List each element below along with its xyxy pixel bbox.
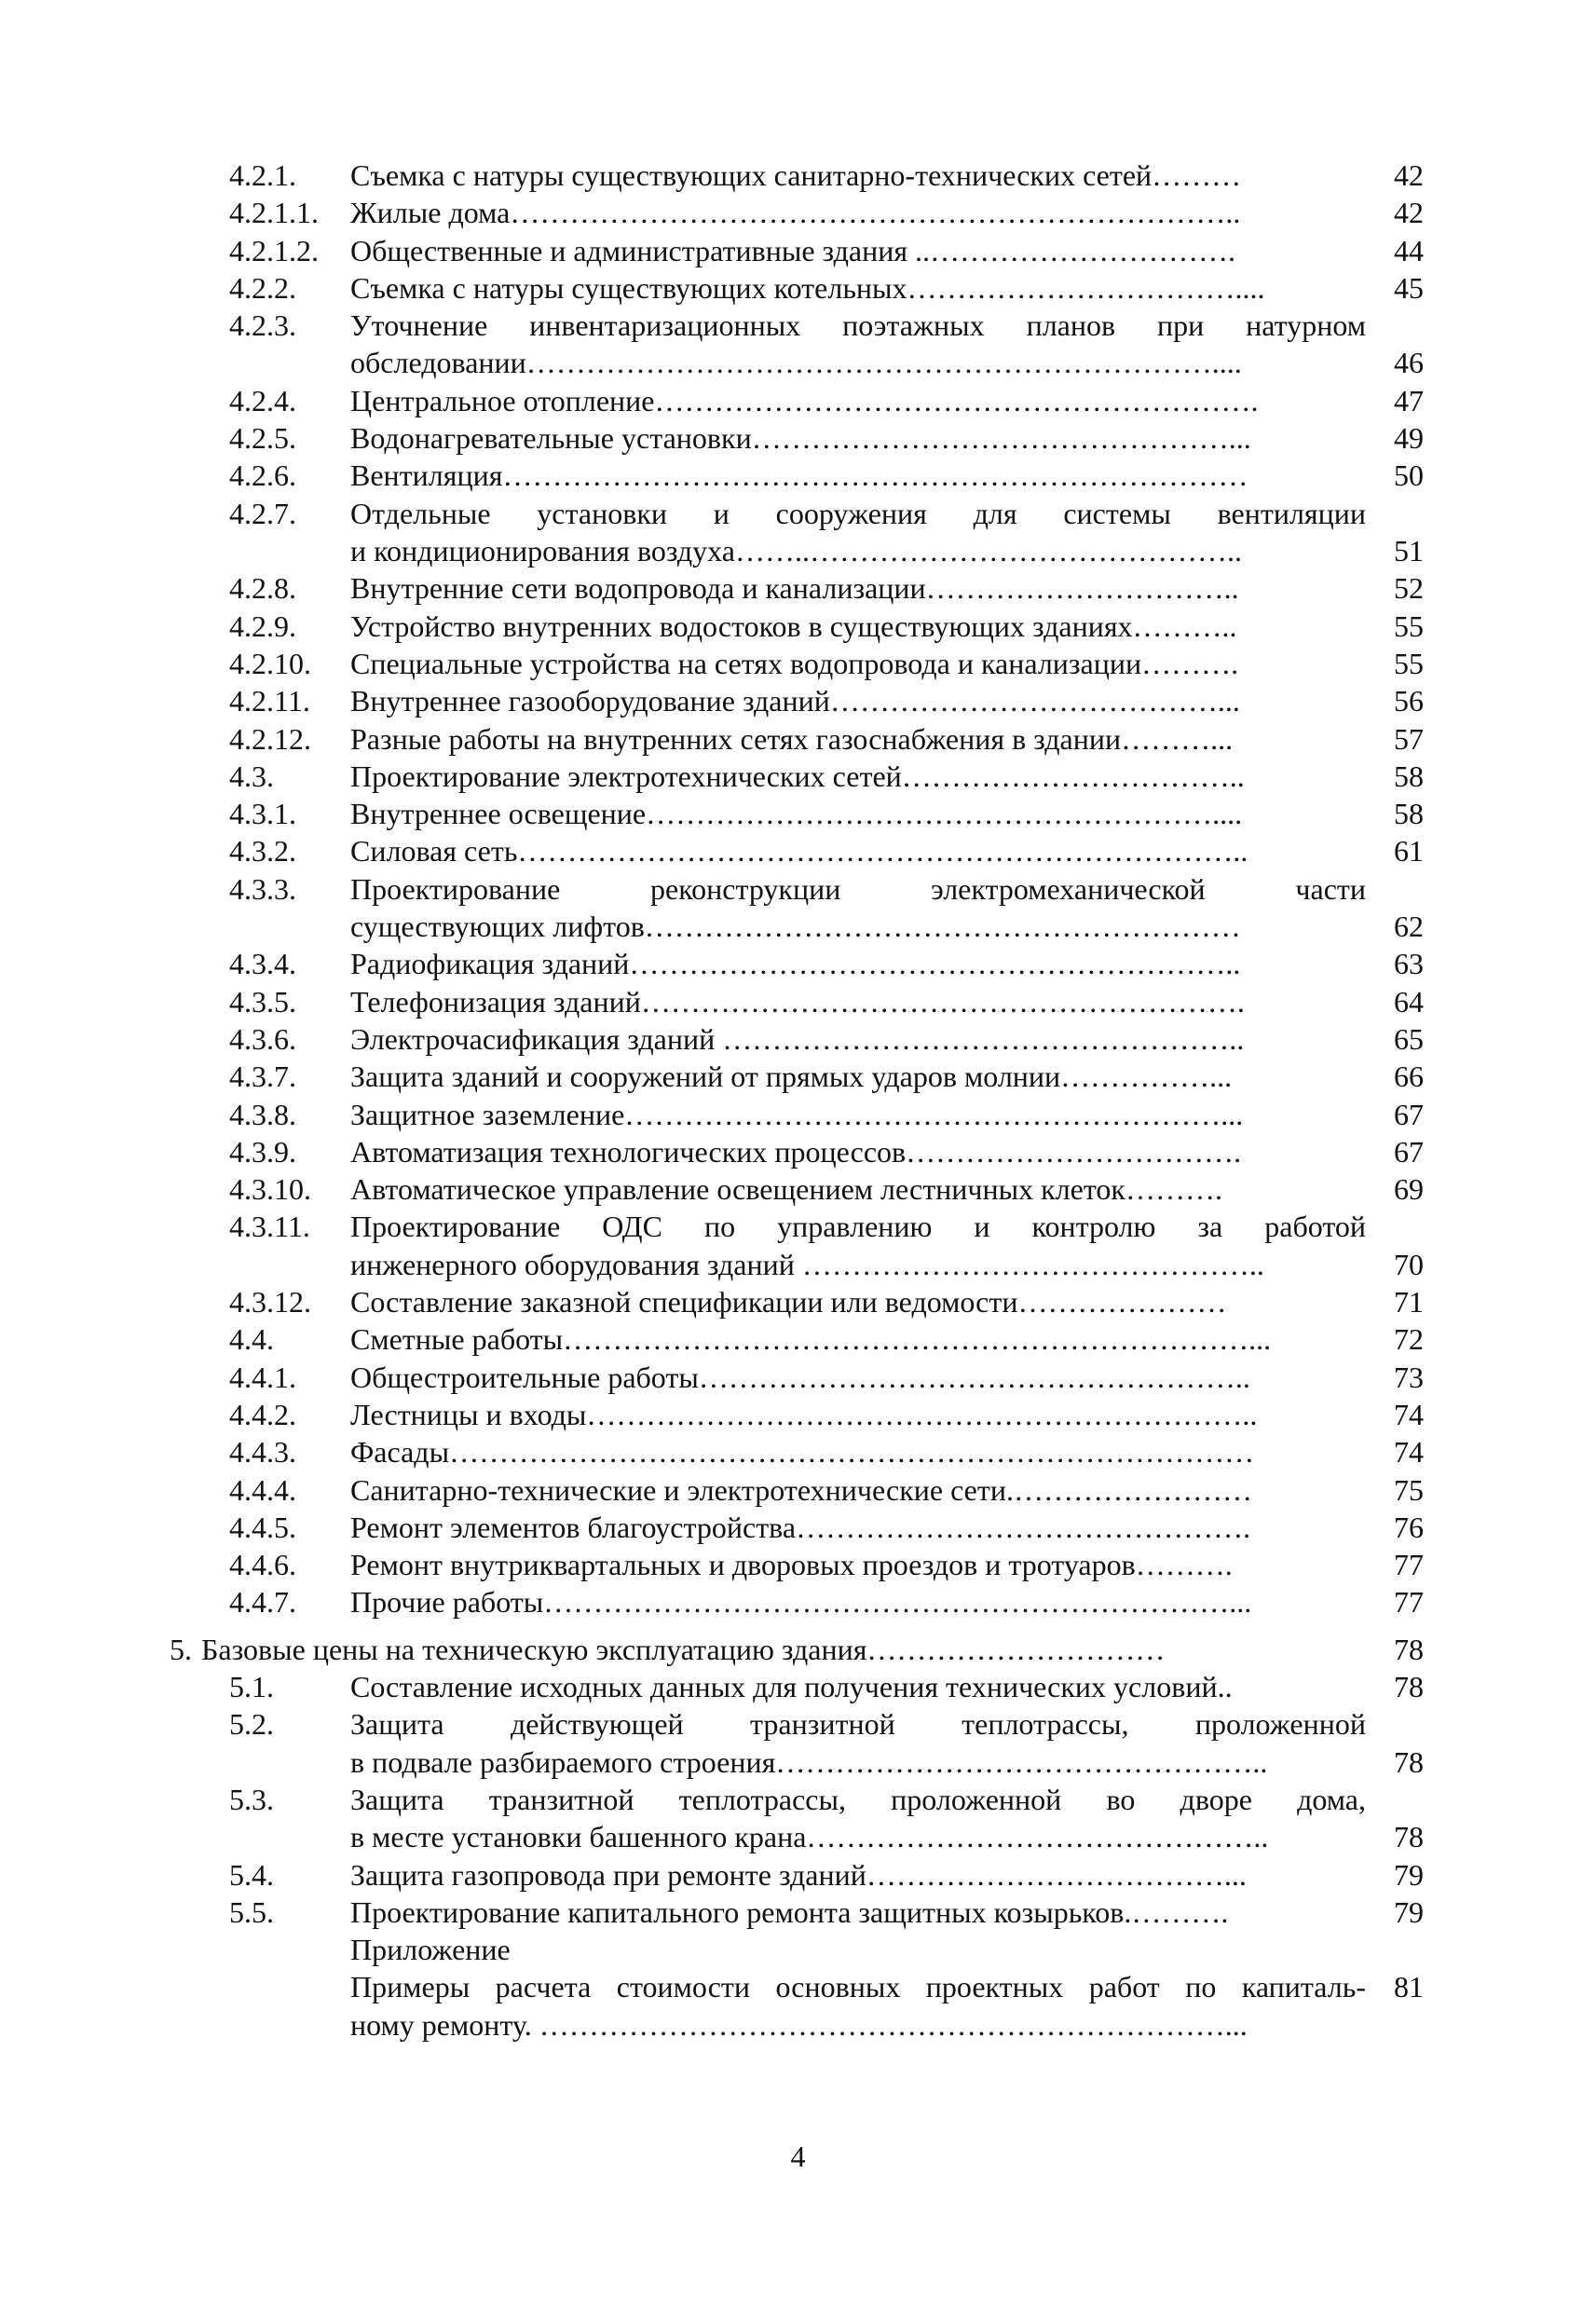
toc-entry-number: 4.3. [229, 759, 274, 793]
toc-entry-page: 79 [1394, 1857, 1424, 1892]
toc-entry [0, 307, 1596, 382]
toc-entry [0, 1020, 1596, 1058]
toc-entry [0, 1931, 1596, 1968]
toc-entry-number: 4.2.7. [229, 496, 296, 530]
toc-entry-number: 4.4. [229, 1322, 274, 1357]
toc-entry-number: 4.2.1. [229, 158, 296, 192]
toc-entry [0, 382, 1596, 419]
toc-entry-title: Съемка с натуры существующих котельных…………………………….... [350, 270, 1265, 305]
toc-entry-title: Фасады……………………………………………………………………… [350, 1435, 1255, 1470]
toc-entry-title-continued: ному ремонту. ……………………………………………………………... [350, 2007, 1248, 2042]
toc-entry-number: 4.3.12. [229, 1285, 311, 1319]
toc-entry-number: 4.2.10. [229, 646, 311, 680]
toc-entry-number: 4.2.3. [229, 308, 296, 343]
toc-entry [0, 1320, 1596, 1358]
toc-entry-number: 5.1. [229, 1670, 274, 1703]
toc-entry-number: 4.3.1. [229, 797, 296, 831]
toc-entry [0, 157, 1596, 194]
toc-entry [0, 1170, 1596, 1208]
toc-entry-page: 42 [1394, 196, 1424, 230]
toc-entry-number: 4.3.2. [229, 834, 296, 868]
toc-entry-title: Внутреннее освещение………………………………………………….... [350, 797, 1243, 831]
toc-entry-title: Приложение [350, 1933, 511, 1967]
toc-entry [0, 1631, 1596, 1668]
toc-entry-title: Прочие работы……………………………………………………………... [350, 1585, 1252, 1620]
toc-entry-title: Отдельные установки и сооружения для системы вентиляции [350, 496, 1366, 530]
toc-entry-page: 55 [1394, 646, 1424, 680]
toc-entry-title: Внутренние сети водопровода и канализации………………………….. [350, 571, 1239, 606]
toc-entry-number: 4.3.3. [229, 871, 296, 906]
toc-entry-page: 58 [1394, 759, 1424, 793]
toc-entry [0, 1781, 1596, 1856]
toc-entry [0, 1509, 1596, 1546]
toc-entry-page: 58 [1394, 797, 1424, 831]
toc-entry [0, 795, 1596, 832]
toc-entry-title-continued: обследовании…………………………………………………………….... [350, 346, 1242, 380]
toc-entry-number: 4.4.3. [229, 1435, 296, 1470]
toc-entry-page: 74 [1394, 1435, 1424, 1470]
toc-entry [0, 495, 1596, 570]
toc-entry-page: 52 [1394, 571, 1424, 606]
toc-entry-title: Защита транзитной теплотрассы, проложенной во дворе дома, [350, 1782, 1366, 1816]
toc-entry-page: 45 [1394, 270, 1424, 305]
toc-entry-title-continued: существующих лифтов…………………………………………………… [350, 909, 1241, 943]
toc-entry-number: 5.2. [229, 1707, 274, 1742]
toc-entry-number: 4.4.5. [229, 1510, 296, 1544]
toc-entry-page: 50 [1394, 458, 1424, 493]
toc-entry-title: Вентиляция………………………………………………………………… [350, 458, 1248, 493]
toc-entry-number: 4.2.1.1. [229, 196, 319, 230]
toc-entry-title: Проектирование электротехнических сетей…………………………….. [350, 759, 1245, 793]
toc-entry-number: 4.4.7. [229, 1585, 296, 1620]
toc-entry [0, 1546, 1596, 1583]
toc-entry-title: Общественные и административные здания ..…………………………. [350, 233, 1236, 267]
toc-entry-number: 4.2.2. [229, 270, 296, 305]
toc-entry-page: 62 [1394, 909, 1424, 943]
toc-entry [0, 569, 1596, 607]
toc-entry [0, 232, 1596, 269]
toc-entry-page: 76 [1394, 1510, 1424, 1544]
toc-entry-title: Силовая сеть……………………………………………………………….. [350, 834, 1248, 868]
toc-entry [0, 457, 1596, 494]
toc-entry-number: 4.3.6. [229, 1021, 296, 1056]
toc-entry-title: Составление исходных данных для получения технических условий.. [350, 1670, 1233, 1703]
toc-entry [0, 720, 1596, 758]
toc-entry-title: Защитное заземление……………………………………………………... [350, 1097, 1244, 1131]
toc-entry-number: 5.5. [229, 1894, 274, 1929]
toc-entry [0, 194, 1596, 231]
toc-entry-number: 4.2.11. [229, 684, 310, 718]
toc-entry-page: 79 [1394, 1894, 1424, 1929]
toc-entry-title: Проектирование реконструкции электромеханической части [350, 871, 1366, 906]
toc-entry-number: 4.3.9. [229, 1134, 296, 1169]
toc-entry-title: Автоматизация технологических процессов……………………………. [350, 1134, 1242, 1169]
toc-entry-number: 4.2.8. [229, 571, 296, 606]
toc-entry-number: 4.2.9. [229, 609, 296, 643]
toc-entry-title: Лестницы и входы………………………………………………………….. [350, 1397, 1258, 1431]
toc-entry-title: Телефонизация зданий……………………………………………………. [350, 984, 1245, 1019]
toc-entry-number: 4.4.6. [229, 1548, 296, 1582]
toc-entry-number: 4.2.6. [229, 458, 296, 493]
toc-entry-number: 4.2.4. [229, 383, 296, 417]
toc-entry [0, 758, 1596, 795]
toc-entry-title: Проектирование ОДС по управлению и контролю за работой [350, 1210, 1366, 1244]
toc-entry-page: 61 [1394, 834, 1424, 868]
toc-entry-title: Сметные работы……………………………………………………………... [350, 1322, 1272, 1357]
toc-entry-title: Центральное отопление……………………………………………………. [350, 383, 1259, 417]
toc-entry-title: Защита газопровода при ремонте зданий………………………………... [350, 1857, 1247, 1892]
toc-entry-page: 56 [1394, 684, 1424, 718]
toc-entry-page: 71 [1394, 1285, 1424, 1319]
toc-entry-number: 4.4.2. [229, 1397, 296, 1431]
toc-entry-title: Водонагревательные установки…………………………………………... [350, 421, 1251, 456]
toc-entry-page: 78 [1394, 1632, 1424, 1666]
toc-entry-page: 66 [1394, 1060, 1424, 1094]
toc-entry-title: Разные работы на внутренних сетях газоснабжения в здании………... [350, 721, 1234, 756]
toc-entry-number: 4.4.1. [229, 1360, 296, 1394]
toc-entry-title: Составление заказной спецификации или ведомости………………… [350, 1285, 1227, 1319]
toc-entry-number: 4.2.1.2. [229, 233, 319, 267]
toc-entry [0, 1583, 1596, 1620]
toc-entry-page: 57 [1394, 721, 1424, 756]
toc-entry-page: 77 [1394, 1585, 1424, 1620]
toc-entry-page: 78 [1394, 1820, 1424, 1854]
toc-entry-title: Защита действующей транзитной теплотрассы, проложенной [350, 1707, 1366, 1742]
toc-entry [0, 419, 1596, 457]
toc-entry-page: 78 [1394, 1744, 1424, 1779]
toc-entry-title-continued: в месте установки башенного крана……………………………………….. [350, 1820, 1269, 1854]
toc-entry [0, 269, 1596, 307]
toc-entry [0, 983, 1596, 1020]
toc-entry [0, 682, 1596, 719]
toc-entry-page: 64 [1394, 984, 1424, 1019]
toc-entry-page: 67 [1394, 1097, 1424, 1131]
toc-entry [0, 1856, 1596, 1894]
toc-entry-page: 47 [1394, 383, 1424, 417]
toc-entry-title: Общестроительные работы……………………………………………….. [350, 1360, 1250, 1394]
toc-entry-number: 4.4.4. [229, 1472, 296, 1507]
toc-entry-page: 73 [1394, 1360, 1424, 1394]
toc-entry-title-continued: и кондиционирования воздуха……..…………………………………….. [350, 533, 1242, 567]
toc-entry-number: 4.2.12. [229, 721, 311, 756]
toc-entry [0, 870, 1596, 946]
toc-entry [0, 1668, 1596, 1705]
toc-entry-page: 55 [1394, 609, 1424, 643]
toc-entry-title: Электрочасификация зданий …………………………………………….. [350, 1021, 1245, 1056]
toc-entry [0, 1283, 1596, 1320]
toc-entry-page: 67 [1394, 1134, 1424, 1169]
toc-entry-title: Ремонт элементов благоустройства………………………………………. [350, 1510, 1251, 1544]
toc-entry-page: 74 [1394, 1397, 1424, 1431]
toc-entry-page: 81 [1394, 1970, 1424, 2004]
toc-entry [0, 1208, 1596, 1283]
toc-entry-page: 69 [1394, 1172, 1424, 1207]
toc-entry-title: Устройство внутренних водостоков в существующих зданиях……….. [350, 609, 1237, 643]
toc-entry [0, 832, 1596, 869]
toc-entry-title: Внутреннее газооборудование зданий…………………………………... [350, 684, 1240, 718]
toc-entry-page: 51 [1394, 533, 1424, 567]
toc-entry-page: 44 [1394, 233, 1424, 267]
toc-entry-number: 4.3.10. [229, 1172, 311, 1207]
toc-entry-title-continued: в подвале разбираемого строения………………………………………….. [350, 1744, 1268, 1779]
toc-entry [0, 645, 1596, 682]
page-number: 4 [790, 2140, 806, 2173]
toc-entry-title: Проектирование капитального ремонта защитных козырьков.………. [350, 1894, 1229, 1929]
toc-entry-page: 65 [1394, 1021, 1424, 1056]
toc-entry [0, 1096, 1596, 1133]
toc-entry-title: Радиофикация зданий…………………………………………………….. [350, 947, 1241, 981]
toc-entry-title: Съемка с натуры существующих санитарно-технических сетей……… [350, 158, 1242, 192]
toc-entry-number: 5. [170, 1632, 192, 1666]
toc-entry-page: 42 [1394, 158, 1424, 192]
toc-entry-title: Уточнение инвентаризационных поэтажных планов при натурном [350, 308, 1366, 343]
toc-entry-page: 49 [1394, 421, 1424, 456]
toc-entry [0, 1396, 1596, 1433]
toc-entry-number: 5.3. [229, 1782, 274, 1816]
toc-entry-title: Ремонт внутриквартальных и дворовых проездов и тротуаров………. [350, 1548, 1233, 1582]
toc-entry-page: 70 [1394, 1247, 1424, 1281]
toc-entry-page: 63 [1394, 947, 1424, 981]
toc-entry-page: 77 [1394, 1548, 1424, 1582]
toc-entry-number: 4.2.5. [229, 421, 296, 456]
toc-entry [0, 1471, 1596, 1509]
toc-entry-number: 4.3.7. [229, 1060, 296, 1094]
toc-entry-page: 78 [1394, 1670, 1424, 1703]
toc-entry [0, 1705, 1596, 1781]
toc-entry [0, 1359, 1596, 1396]
toc-entry-page: 72 [1394, 1322, 1424, 1357]
toc-entry [0, 1433, 1596, 1470]
toc-entry [0, 1894, 1596, 1931]
toc-entry-title: Санитарно-технические и электротехнические сети.…………………… [350, 1472, 1252, 1507]
toc-entry-number: 4.3.11. [229, 1210, 310, 1244]
toc-entry [0, 1133, 1596, 1170]
toc-entry-page: 75 [1394, 1472, 1424, 1507]
toc-entry-number: 4.3.5. [229, 984, 296, 1019]
toc-entry-title: Специальные устройства на сетях водопровода и канализации………. [350, 646, 1239, 680]
toc-entry-page: 46 [1394, 346, 1424, 380]
toc-entry-title: Защита зданий и сооружений от прямых ударов молнии……………... [350, 1060, 1233, 1094]
toc-entry [0, 1058, 1596, 1095]
toc-entry-title-continued: инженерного оборудования зданий ……………………………………….. [350, 1247, 1264, 1281]
toc-entry [0, 1968, 1596, 2044]
toc-entry-title: Примеры расчета стоимости основных проектных работ по капиталь- [350, 1970, 1366, 2004]
toc-entry-title: Автоматическое управление освещением лестничных клеток………. [350, 1172, 1222, 1207]
toc-entry [0, 608, 1596, 645]
toc-entry-title: Жилые дома……………………………………………………………….. [350, 196, 1241, 230]
toc-entry-number: 5.4. [229, 1857, 274, 1892]
toc-entry-number: 4.3.8. [229, 1097, 296, 1131]
toc-entry [0, 945, 1596, 982]
toc-entry-title: Базовые цены на техническую эксплуатацию здания………………………… [201, 1632, 1166, 1666]
toc-entry-number: 4.3.4. [229, 947, 296, 981]
